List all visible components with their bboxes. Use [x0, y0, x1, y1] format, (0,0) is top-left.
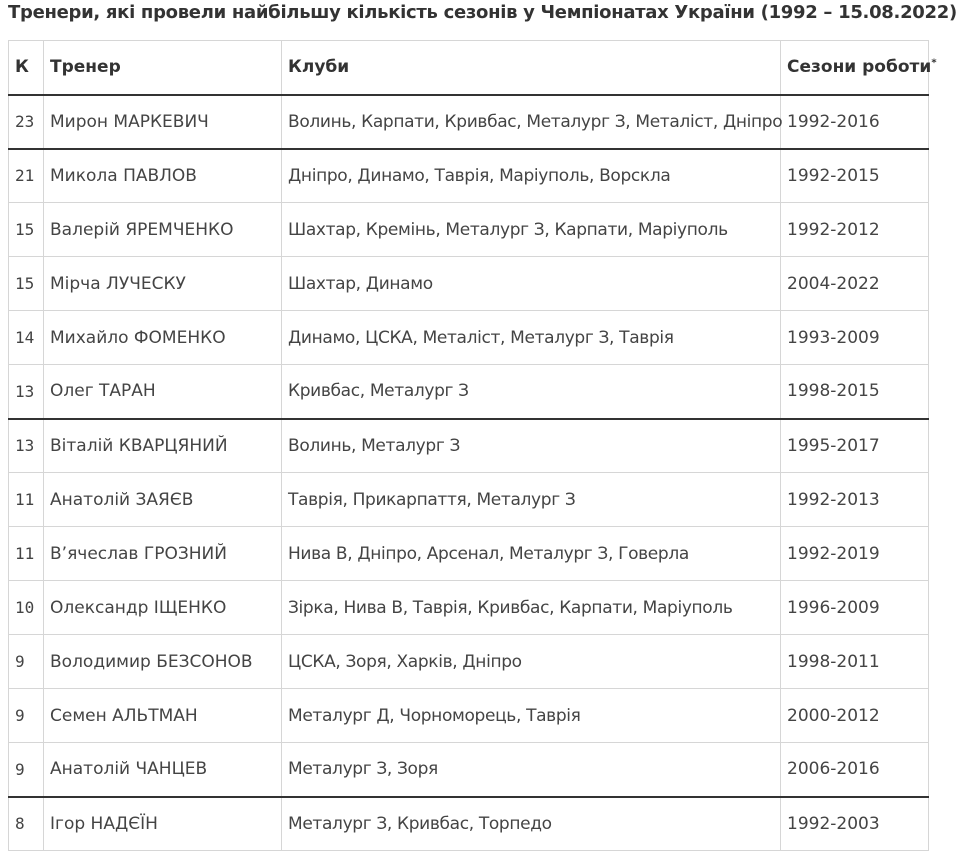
- header-seasons-label: Сезони роботи: [787, 57, 932, 78]
- coach-cell: Валерій ЯРЕМЧЕНКО: [44, 203, 282, 257]
- table-row: [9, 203, 929, 257]
- coach-cell: Михайло ФОМЕНКО: [44, 311, 282, 365]
- coach-cell: Семен АЛЬТМАН: [44, 689, 282, 743]
- seasons-cell: 2004-2022: [781, 257, 929, 311]
- table-row: [9, 257, 929, 311]
- seasons-cell: 1992-2012: [781, 203, 929, 257]
- clubs-cell: Дніпро, Динамо, Таврія, Маріуполь, Ворскла: [282, 149, 781, 203]
- k-cell: 8: [9, 797, 44, 851]
- coach-cell: Ігор НАДЄЇН: [44, 797, 282, 851]
- table-row: [9, 365, 929, 419]
- seasons-cell: 1992-2016: [781, 95, 929, 149]
- table-row: [9, 581, 929, 635]
- k-cell: 15: [9, 257, 44, 311]
- k-cell: 11: [9, 473, 44, 527]
- table-row: [9, 689, 929, 743]
- coach-cell: Володимир БЕЗСОНОВ: [44, 635, 282, 689]
- seasons-cell: 1992-2019: [781, 527, 929, 581]
- clubs-cell: ЦСКА, Зоря, Харків, Дніпро: [282, 635, 781, 689]
- seasons-cell: 1992-2015: [781, 149, 929, 203]
- table-row: [9, 311, 929, 365]
- clubs-cell: Кривбас, Металург З: [282, 365, 781, 419]
- table-row: [9, 635, 929, 689]
- clubs-cell: Металург З, Зоря: [282, 743, 781, 797]
- k-cell: 13: [9, 419, 44, 473]
- clubs-cell: Таврія, Прикарпаття, Металург З: [282, 473, 781, 527]
- coaches-table: [8, 40, 937, 851]
- clubs-cell: Волинь, Карпати, Кривбас, Металург З, Металіст, Дніпро: [282, 95, 781, 149]
- seasons-cell: 1993-2009: [781, 311, 929, 365]
- table-row: [9, 797, 929, 851]
- table-row: [9, 419, 929, 473]
- k-cell: 14: [9, 311, 44, 365]
- table-row: [9, 95, 929, 149]
- clubs-cell: Металург З, Кривбас, Торпедо: [282, 797, 781, 851]
- k-cell: 23: [9, 95, 44, 149]
- seasons-cell: 1992-2003: [781, 797, 929, 851]
- coach-cell: Віталій КВАРЦЯНИЙ: [44, 419, 282, 473]
- table-body: [9, 95, 929, 851]
- clubs-cell: Динамо, ЦСКА, Металіст, Металург З, Таврія: [282, 311, 781, 365]
- seasons-cell: 1996-2009: [781, 581, 929, 635]
- table-row: [9, 149, 929, 203]
- seasons-cell: 1992-2013: [781, 473, 929, 527]
- coach-cell: Мирон МАРКЕВИЧ: [44, 95, 282, 149]
- k-cell: 15: [9, 203, 44, 257]
- coach-cell: Анатолій ЗАЯЄВ: [44, 473, 282, 527]
- coach-cell: Олег ТАРАН: [44, 365, 282, 419]
- header-k: К: [9, 41, 44, 95]
- header-seasons: [781, 41, 937, 95]
- clubs-cell: Нива В, Дніпро, Арсенал, Металург З, Говерла: [282, 527, 781, 581]
- header-clubs: Клуби: [282, 41, 781, 95]
- coach-cell: Олександр ІЩЕНКО: [44, 581, 282, 635]
- footnote-asterisk: *: [931, 57, 937, 69]
- seasons-cell: 1995-2017: [781, 419, 929, 473]
- page-title: Тренери, які провели найбільшу кількість сезонів у Чемпіонатах України (1992 – 15.08.2022): [8, 2, 957, 23]
- k-cell: 9: [9, 635, 44, 689]
- k-cell: 10: [9, 581, 44, 635]
- coach-cell: В’ячеслав ГРОЗНИЙ: [44, 527, 282, 581]
- k-cell: 11: [9, 527, 44, 581]
- clubs-cell: Шахтар, Кремінь, Металург З, Карпати, Маріуполь: [282, 203, 781, 257]
- coach-cell: Мірча ЛУЧЕСКУ: [44, 257, 282, 311]
- k-cell: 13: [9, 365, 44, 419]
- clubs-cell: Волинь, Металург З: [282, 419, 781, 473]
- seasons-cell: 1998-2011: [781, 635, 929, 689]
- header-coach: Тренер: [44, 41, 282, 95]
- seasons-cell: 2000-2012: [781, 689, 929, 743]
- table-header-row: [9, 41, 929, 95]
- table-row: [9, 743, 929, 797]
- table-row: [9, 527, 929, 581]
- seasons-cell: 2006-2016: [781, 743, 929, 797]
- clubs-cell: Металург Д, Чорноморець, Таврія: [282, 689, 781, 743]
- seasons-cell: 1998-2015: [781, 365, 929, 419]
- k-cell: 9: [9, 689, 44, 743]
- k-cell: 21: [9, 149, 44, 203]
- coach-cell: Микола ПАВЛОВ: [44, 149, 282, 203]
- clubs-cell: Зірка, Нива В, Таврія, Кривбас, Карпати, Маріуполь: [282, 581, 781, 635]
- clubs-cell: Шахтар, Динамо: [282, 257, 781, 311]
- coach-cell: Анатолій ЧАНЦЕВ: [44, 743, 282, 797]
- k-cell: 9: [9, 743, 44, 797]
- table-row: [9, 473, 929, 527]
